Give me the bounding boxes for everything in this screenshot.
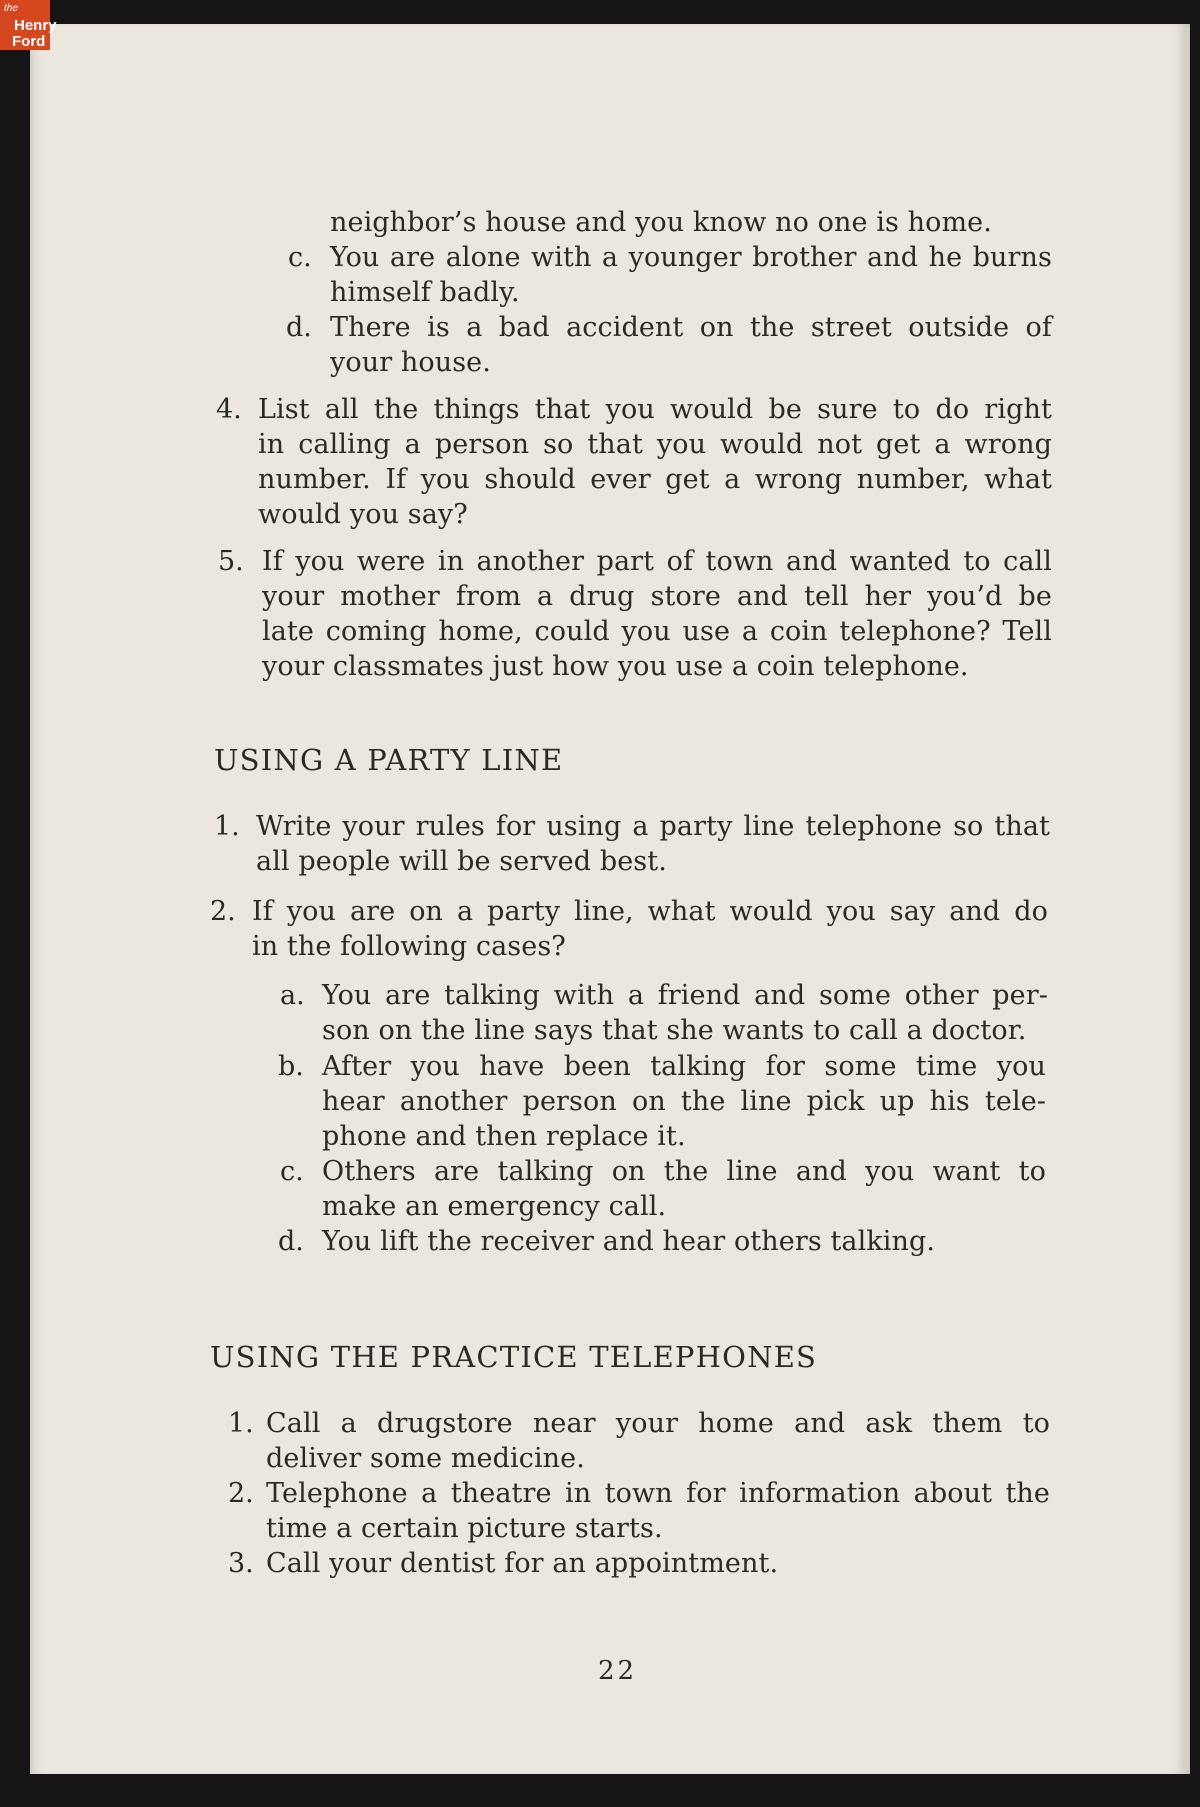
henry-ford-logo [0,0,57,50]
item-5-line-4: your classmates just how you use a coin telephone. [262,651,969,682]
logo-line-2: Henry [14,17,57,34]
party-item-2c-marker: c. [280,1156,304,1187]
item-5-marker: 5. [218,546,244,577]
party-item-2-line-2: in the following cases? [252,931,566,962]
item-3c-line-1: You are alone with a younger brother and he burns [330,242,1052,273]
item-3d-line-2: your house. [330,347,491,378]
party-item-2c-line-1: Others are talking on the line and you want to [322,1156,1046,1187]
item-3c-line-2: himself badly. [330,277,520,308]
page-edge [1183,28,1189,1770]
page-content [30,24,1190,1774]
heading-party-line: USING A PARTY LINE [214,743,564,777]
item-4-marker: 4. [216,394,242,425]
party-item-2a-line-2: son on the line says that she wants to call a doctor. [322,1015,1027,1046]
practice-item-1-line-1: Call a drugstore near your home and ask them to [266,1408,1050,1439]
item-4-line-1: List all the things that you would be sure to do right [258,394,1052,425]
book-page [30,24,1190,1774]
practice-item-2-line-1: Telephone a theatre in town for information about the [266,1478,1050,1509]
practice-item-3-line-1: Call your dentist for an appointment. [266,1548,779,1579]
logo-line-1: the [4,3,18,14]
party-item-1-line-1: Write your rules for using a party line telephone so that [256,811,1050,842]
party-item-2d-line-1: You lift the receiver and hear others talking. [322,1226,936,1257]
party-item-2d-marker: d. [278,1226,304,1257]
party-item-2-marker: 2. [210,896,236,927]
party-item-2b-line-3: phone and then replace it. [322,1121,686,1152]
item-4-line-4: would you say? [258,499,468,530]
page-number: 22 [598,1656,638,1686]
party-item-1-line-2: all people will be served best. [256,846,667,877]
party-item-2b-line-1: After you have been talking for some time you [322,1051,1046,1082]
party-item-2b-line-2: hear another person on the line pick up his tele- [322,1086,1046,1117]
practice-item-2-line-2: time a certain picture starts. [266,1513,663,1544]
party-item-2c-line-2: make an emergency call. [322,1191,667,1222]
practice-item-3-marker: 3. [228,1548,254,1579]
party-item-2a-marker: a. [280,980,305,1011]
item-4-line-3: number. If you should ever get a wrong number, what [258,464,1052,495]
item-3c-marker: c. [288,242,312,273]
item-5-line-3: late coming home, could you use a coin telephone? Tell [262,616,1052,647]
party-item-2-line-1: If you are on a party line, what would you say and do [252,896,1048,927]
item-3-continuation: neighbor’s house and you know no one is home. [330,207,992,238]
item-5-line-2: your mother from a drug store and tell her you’d be [262,581,1052,612]
logo-line-3: Ford [12,33,46,50]
party-item-1-marker: 1. [214,811,240,842]
practice-item-1-marker: 1. [228,1408,254,1439]
item-3d-marker: d. [286,312,312,343]
practice-item-1-line-2: deliver some medicine. [266,1443,585,1474]
item-4-line-2: in calling a person so that you would not get a wrong [258,429,1052,460]
heading-practice-telephones: USING THE PRACTICE TELEPHONES [210,1340,818,1374]
item-3d-line-1: There is a bad accident on the street outside of [330,312,1052,343]
item-5-line-1: If you were in another part of town and wanted to call [262,546,1052,577]
party-item-2a-line-1: You are talking with a friend and some other per- [322,980,1048,1011]
practice-item-2-marker: 2. [228,1478,254,1509]
party-item-2b-marker: b. [278,1051,304,1082]
